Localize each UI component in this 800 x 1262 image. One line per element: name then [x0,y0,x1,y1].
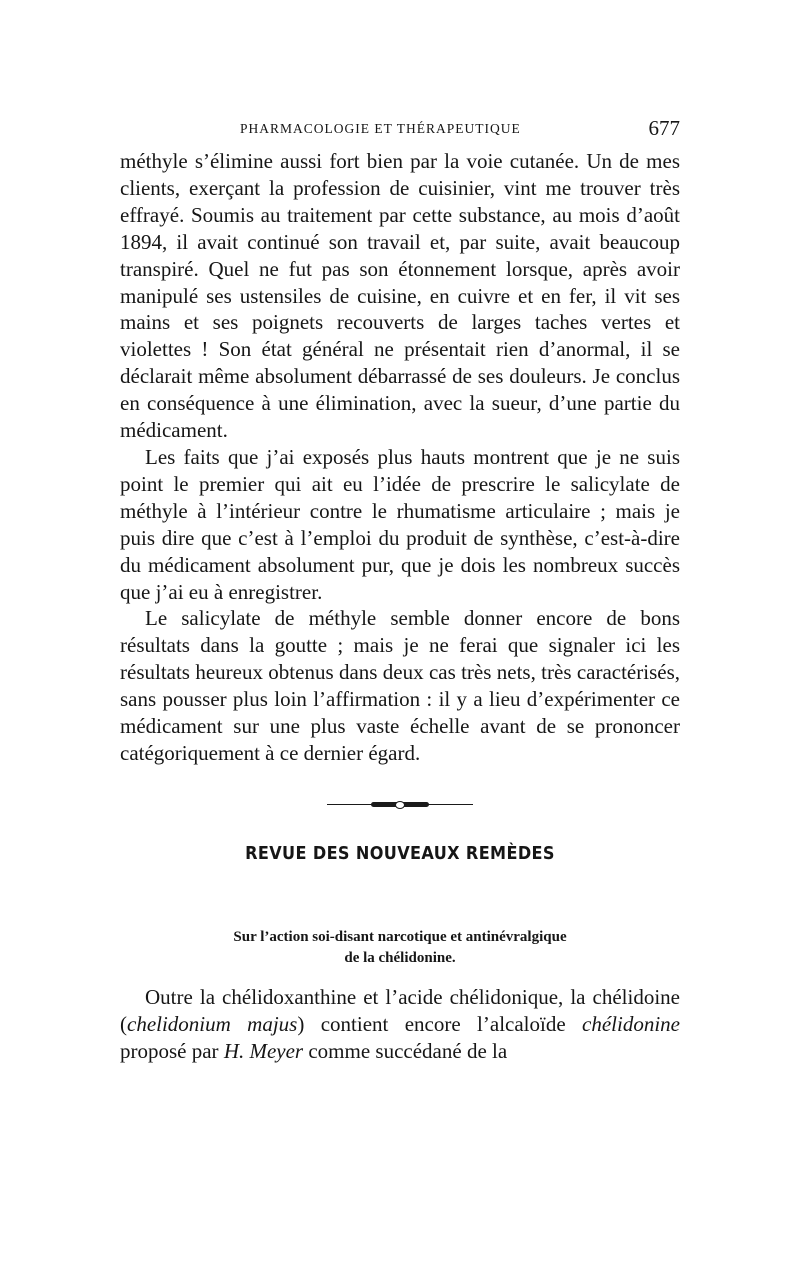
page-number: 677 [648,116,680,140]
paragraph-chelidonine [120,984,680,1065]
italic-term-chelidonine: chélidonine [582,1011,680,1036]
text-run: Outre la chélidoxanthine et l’acide chélidonique, la chélidoine ( [120,985,680,1036]
italic-author-meyer: H. Meyer [223,1038,304,1063]
text-run: ) contient encore l’alcaloïde [297,1011,583,1036]
text-run: proposé par [120,1038,224,1063]
paragraph-previous-authors: Les faits que j’ai exposés plus hauts montrent que je ne suis point le premier qui ait eu l’idée de prescrire le salicylate de méthyle à l’intérieur contre le rhumatisme articulaire ; mais je puis dire que c’est à l’emploi du produit de synthèse, c’est-à-dire du médicament absolument pur, que je dois les nombreux succès que j’ai eu à enregistrer. [120,444,680,604]
ornamental-rule [327,801,473,809]
running-head [118,116,682,140]
main-text-block [120,148,680,767]
article-title [140,927,660,969]
article-title-line-1: Sur l’action soi-disant narcotique et antinévralgique [233,929,567,945]
italic-term-chelidonium: chelidonium majus [127,1011,298,1036]
text-run: comme succédané de la [303,1038,508,1063]
paragraph-continuation: méthyle s’élimine aussi fort bien par la voie cutanée. Un de mes clients, exerçant la profession de cuisinier, vint me trouver très effrayé. Soumis au traitement par cette substance, au mois d’août 1894, il avait continué son travail et, par suite, avait beaucoup transpiré. Quel ne fut pas son étonnement lorsque, après avoir manipulé ses ustensiles de cuisine, en cuivre et en fer, il vit ses mains et ses poignets recouverts de larges taches vertes et violettes ! Son état général ne présentait rien d’anormal, il se déclarait même absolument débarrassé de ses douleurs. Je conclus en conséquence à une élimination, avec la sueur, d’une partie du médicament. [120,149,680,443]
paragraph-gout: Le salicylate de méthyle semble donner encore de bons résultats dans la goutte ; mais je ne ferai que signaler ici les résultats heureux obtenus dans deux cas très nets, très caractérisés, sans pousser plus loin l’affirmation : il y a lieu d’expérimenter ce médicament sur une plus vaste échelle avant de se prononcer catégoriquement à ce dernier égard. [120,606,680,765]
running-title: PHARMACOLOGIE ET THÉRAPEUTIQUE [240,121,521,136]
section-heading: REVUE DES NOUVEAUX REMÈDES [245,844,555,864]
article-title-line-2: de la chélidonine. [344,950,456,966]
article-text-block [120,984,680,1065]
